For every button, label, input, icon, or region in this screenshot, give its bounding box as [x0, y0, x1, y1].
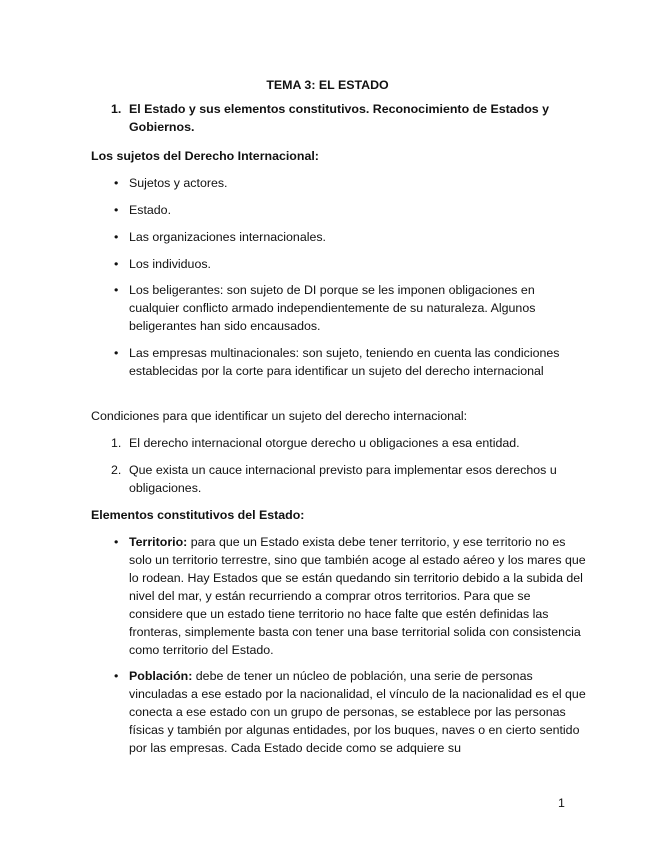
list-item: • Sujetos y actores. — [91, 174, 581, 192]
item-text: Que exista un cauce internacional previsto para implementar esos derechos u obligaciones. — [129, 463, 557, 495]
section-number: 1. — [111, 102, 122, 116]
condiciones-intro: Condiciones para que identificar un sujeto del derecho internacional: — [91, 409, 468, 423]
list-item: • Los beligerantes: son sujeto de DI porque se les imponen obligaciones en cualquier conflicto armado independientemente de su naturaleza. Algunos beligerantes han sido encausados. — [91, 281, 581, 335]
item-number: 2. — [111, 463, 122, 477]
section-text: El Estado y sus elementos constitutivos. Reconocimiento de Estados y Gobiernos. — [129, 102, 550, 134]
item-lead: Población: — [129, 669, 193, 683]
item-text: debe de tener un núcleo de población, una serie de personas vinculadas a ese estado por la nacionalidad, el vínculo de la nacionalidad es el que conecta a ese estado con un grupo de personas, se establece por las personas físicas y también por algunas entidades, por los buques, naves o en cierto sentido por las empresas. Cada Estado decide como se adquiere su — [129, 669, 586, 755]
page-number: 1 — [558, 796, 565, 810]
page-title: TEMA 3: EL ESTADO — [266, 78, 389, 92]
item-text: El derecho internacional otorgue derecho u obligaciones a esa entidad. — [129, 436, 520, 450]
list-item — [91, 461, 589, 497]
section-heading — [91, 100, 551, 136]
heading-elementos: Elementos constitutivos del Estado: — [91, 508, 305, 522]
list-item: • Las empresas multinacionales: son sujeto, teniendo en cuenta las condiciones establecidas por la corte para identificar un sujeto del derecho internacional — [91, 344, 581, 380]
item-text: para que un Estado exista debe tener territorio, y ese territorio no es solo un territorio terrestre, sino que también acoge al estado aéreo y los mares que lo rodean. Hay Estados que se están quedando sin territorio debido a la subida del nivel del mar, y están recurriendo a comprar otros territorios. Para que se considere que un estado tiene territorio no hace falte que estén definidas las fronteras, simplemente basta con tener una base territorial solida con consistencia como territorio del Estado. — [129, 535, 586, 657]
item-lead: Territorio: — [129, 535, 188, 549]
item-number: 1. — [111, 436, 122, 450]
list-item: • Estado. — [91, 201, 581, 219]
list-item — [91, 667, 587, 757]
list-item — [91, 533, 587, 659]
list-item — [91, 434, 589, 452]
list-item: • Los individuos. — [91, 255, 581, 273]
heading-sujetos: Los sujetos del Derecho Internacional: — [91, 149, 319, 163]
list-item: • Las organizaciones internacionales. — [91, 228, 581, 246]
